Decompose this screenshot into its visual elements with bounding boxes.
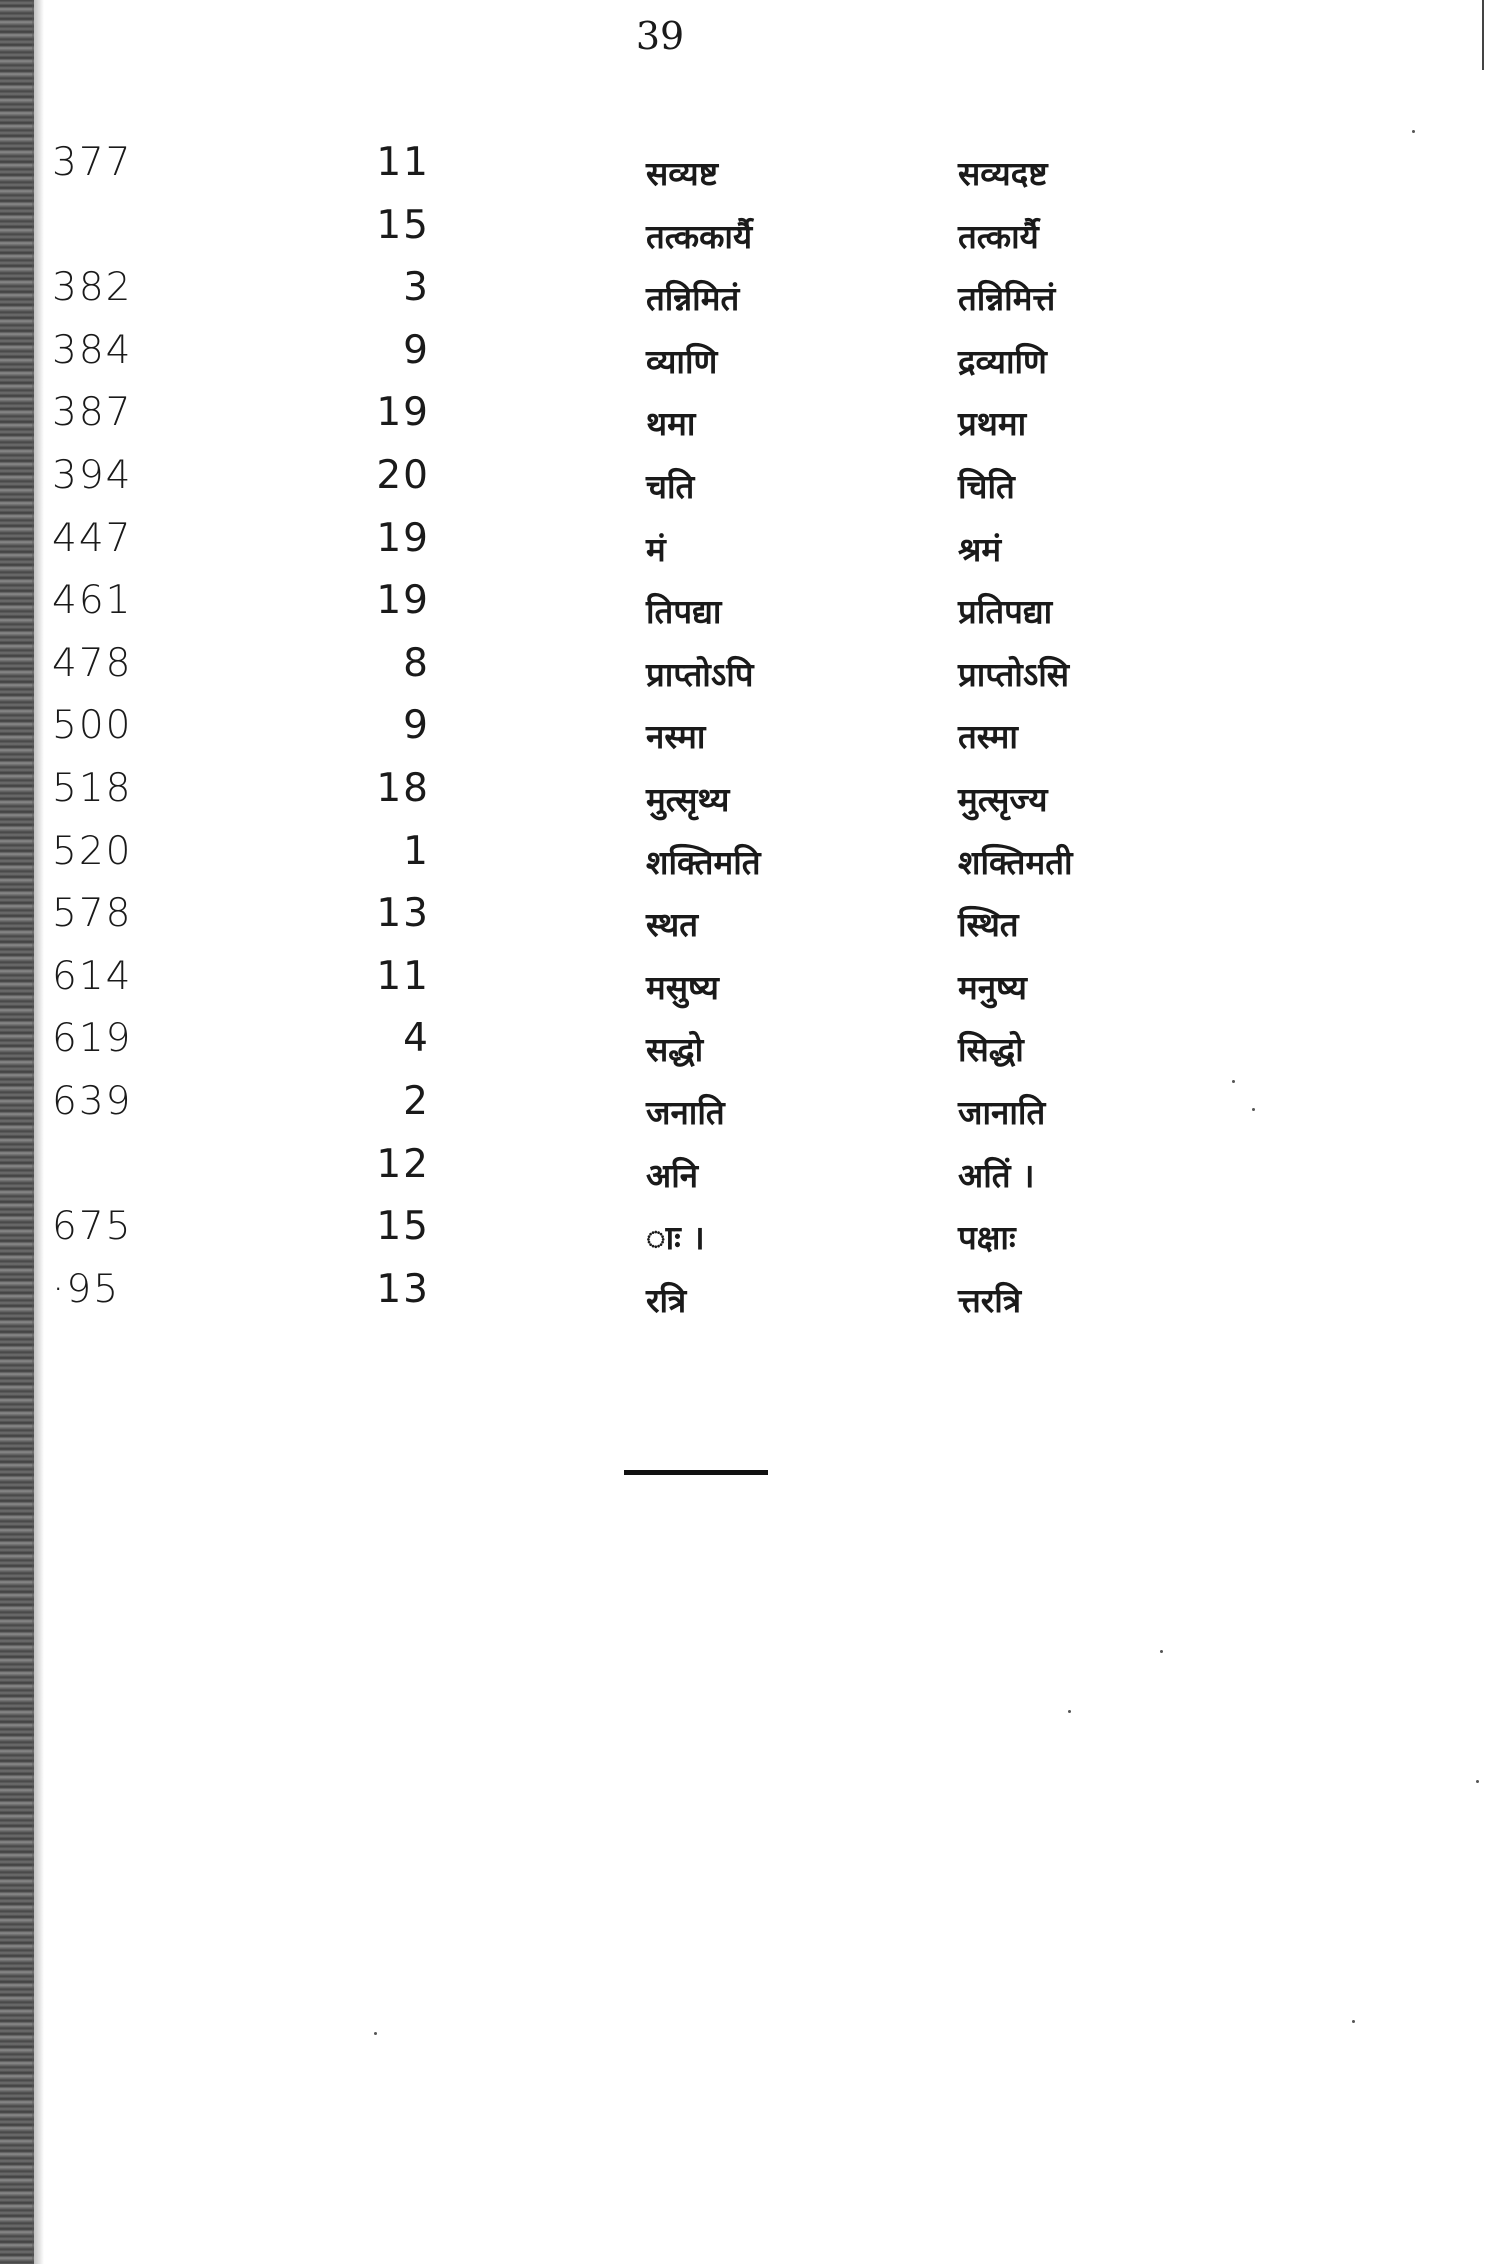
page-ref: 578	[52, 891, 133, 937]
incorrect-text: सद्धो	[646, 1030, 704, 1070]
correct-text: पक्षाः	[958, 1218, 1016, 1258]
scan-edge-line	[1482, 0, 1484, 70]
correct-text: तत्कार्यै	[958, 216, 1039, 256]
page-ref: 382	[52, 265, 133, 311]
table-row	[0, 516, 1510, 579]
correct-text: स्थित	[958, 905, 1019, 945]
correct-text: श्रमं	[958, 529, 1002, 569]
incorrect-text: सव्यष्ट	[646, 154, 719, 193]
incorrect-text: शक्तिमति	[646, 842, 761, 882]
page-ref: 518	[52, 765, 133, 811]
page-ref: 394	[52, 452, 133, 498]
table-row	[0, 203, 1510, 266]
page-ref: 447	[52, 515, 133, 561]
correct-text: त्तरत्रि	[958, 1280, 1022, 1320]
correct-text: तस्मा	[958, 717, 1018, 757]
incorrect-text: मुत्सृथ्य	[646, 779, 730, 819]
scan-speck	[1160, 1650, 1163, 1653]
line-ref: 11	[376, 953, 430, 999]
errata-table	[0, 140, 1510, 1329]
line-ref: 18	[376, 765, 430, 811]
table-row	[0, 578, 1510, 641]
table-row	[0, 1016, 1510, 1079]
incorrect-text: व्याणि	[646, 341, 718, 381]
page-ref: 614	[52, 953, 133, 999]
table-row	[0, 328, 1510, 391]
incorrect-text: स्थत	[646, 905, 699, 945]
line-ref: 13	[376, 1266, 430, 1312]
table-row	[0, 1204, 1510, 1267]
scan-speck	[1476, 1780, 1479, 1783]
line-ref: 19	[376, 578, 430, 624]
correct-text: मुत्सृज्य	[958, 779, 1048, 819]
correct-text: अतिं ।	[958, 1155, 1035, 1195]
page-ref: 619	[52, 1016, 133, 1062]
table-row	[0, 766, 1510, 829]
scan-speck	[1412, 130, 1415, 133]
correct-text: प्रतिपद्या	[958, 592, 1053, 632]
correct-text: प्रथमा	[958, 404, 1027, 444]
line-ref: 9	[403, 703, 430, 749]
page-ref: 500	[52, 703, 133, 749]
correct-text: सिद्धो	[958, 1030, 1024, 1070]
incorrect-text: तन्निमितं	[646, 279, 740, 319]
line-ref: 13	[376, 891, 430, 937]
incorrect-text: ाः ।	[646, 1218, 705, 1258]
line-ref: 8	[403, 640, 430, 686]
incorrect-text: चति	[646, 466, 695, 506]
correct-text: चिति	[958, 466, 1015, 506]
line-ref: 19	[376, 390, 430, 436]
page-ref: 377	[52, 140, 133, 185]
table-row	[0, 641, 1510, 704]
table-row	[0, 1079, 1510, 1142]
scan-speck	[374, 2032, 377, 2035]
correct-text: मनुष्य	[958, 967, 1027, 1007]
table-row	[0, 390, 1510, 453]
line-ref: 1	[403, 828, 430, 874]
incorrect-text: प्राप्तोऽपि	[646, 654, 754, 694]
scan-speck	[1252, 1108, 1255, 1111]
line-ref: 9	[403, 327, 430, 373]
line-ref: 19	[376, 515, 430, 561]
page-ref: 478	[52, 640, 133, 686]
incorrect-text: मं	[646, 529, 666, 569]
correct-text: शक्तिमती	[958, 842, 1073, 882]
incorrect-text: थमा	[646, 404, 696, 444]
page-ref: 520	[52, 828, 133, 874]
page-ref: 461	[52, 578, 133, 624]
line-ref: 12	[376, 1141, 430, 1187]
correct-text: प्राप्तोऽसि	[958, 654, 1070, 694]
page-ref: 675	[52, 1204, 133, 1250]
line-ref: 20	[376, 452, 430, 498]
correct-text: सव्यदष्ट	[958, 154, 1048, 193]
incorrect-text: जनाति	[646, 1092, 725, 1132]
scan-speck	[1068, 1710, 1071, 1713]
table-row	[0, 891, 1510, 954]
incorrect-text: अनि	[646, 1155, 699, 1195]
incorrect-text: मसुष्य	[646, 967, 719, 1007]
end-rule	[624, 1470, 768, 1475]
table-row	[0, 829, 1510, 892]
page-ref: ·95	[52, 1266, 121, 1312]
page-ref: 387	[52, 390, 133, 436]
incorrect-text: नस्मा	[646, 717, 706, 757]
table-row	[0, 1142, 1510, 1205]
correct-text: तन्निमित्तं	[958, 279, 1056, 319]
line-ref: 11	[376, 140, 430, 185]
scan-speck	[1352, 2020, 1355, 2023]
table-row	[0, 453, 1510, 516]
table-row	[0, 954, 1510, 1017]
page-number: 39	[635, 14, 685, 58]
scan-speck	[1232, 1080, 1235, 1083]
table-row	[0, 140, 1510, 203]
table-row	[0, 703, 1510, 766]
line-ref: 4	[403, 1016, 430, 1062]
page-ref: 384	[52, 327, 133, 373]
line-ref: 15	[376, 202, 430, 248]
line-ref: 15	[376, 1204, 430, 1250]
line-ref: 2	[403, 1078, 430, 1124]
table-row	[0, 265, 1510, 328]
incorrect-text: तिपद्या	[646, 592, 722, 632]
correct-text: द्रव्याणि	[958, 341, 1047, 381]
page-ref: 639	[52, 1078, 133, 1124]
table-row	[0, 1267, 1510, 1330]
incorrect-text: रत्रि	[646, 1280, 687, 1320]
incorrect-text: तत्ककार्यै	[646, 216, 753, 256]
correct-text: जानाति	[958, 1092, 1046, 1132]
line-ref: 3	[403, 265, 430, 311]
